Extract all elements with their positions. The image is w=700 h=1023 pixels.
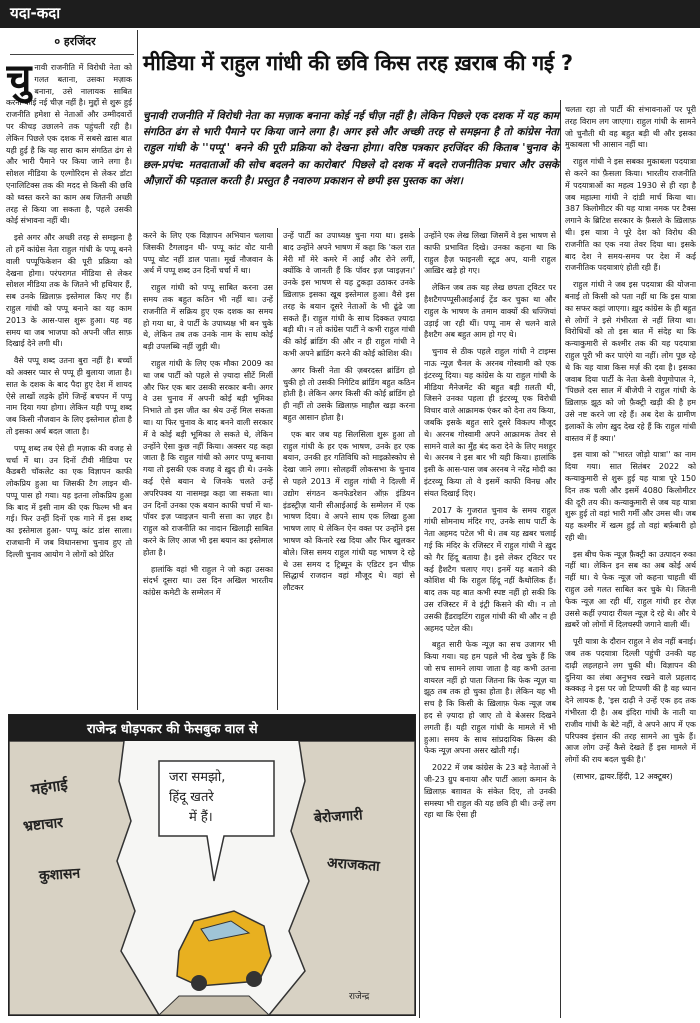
article-column-2 bbox=[143, 230, 273, 710]
column-divider bbox=[137, 30, 138, 710]
paragraph: बहुत सारी फेक न्यूज़ का सच उजागर भी किया गया। यह हम पहले भी देख चुके हैं कि जो सच सामने लाया जाता है वह कभी उतना वायरल नहीं हो पाता जितना कि फेक न्यूज़ या झूठ तब तक हो चुका होता है। लेकिन यह भी सच है कि किसी के ख़िलाफ़ फेक न्यूज़ जब हद से ज़्यादा हो जाए तो वे बेअसर दिखने लगती हैं। यही राहुल गांधी के मामले में भी हुआ। समय के साथ सांप्रदायिक किस्म की फेक न्यूज़ अपना असर खोती गईं। bbox=[424, 640, 556, 756]
masthead bbox=[0, 0, 700, 28]
paragraph: राहुल गांधी ने इस सबका मुकाबला पदयात्रा से करने का फ़ैसला किया। भारतीय राजनीति में पदयात्राओं का महत्व 1930 से ही रहा है जब महात्मा गांधी ने दांडी मार्च किया था। 387 किलोमीटर की यह यात्रा नमक पर टैक्स लगाने के ब्रिटिश सरकार के फ़ैसले के ख़िलाफ़ थी। इस यात्रा ने पूरे देश को विरोध की राजनीति का एक नया तेवर दिया था। इसके बाद देश ने समय-समय पर देश में कई राजनीतिक पदयात्राएं होती रही हैं। bbox=[565, 157, 696, 273]
paragraph: पप्पू शब्द तब ऐसे ही मज़ाक की वजह से चर्चा में था। उन दिनों टीवी मीडिया पर कैडबरी चॉकलेट का एक विज्ञापन काफी लोकप्रिय हुआ था जिसकी टैग लाइन थी- पप्पू पास हो गया। यह इतना लोकप्रिय हुआ कि बाद में इसी नाम की एक फिल्म भी बन गई। फिर उन्हीं दिनों एक गाने में इस शब्द का इस्तेमाल हुआ- पप्पू कांट डांस साला। राजधानी में जब विधानसभा चुनाव हुए तो दिल्ली चुनाव आयोग ने लोगों को प्रेरित bbox=[6, 443, 132, 559]
byline: ० हरजिंदर bbox=[54, 35, 96, 48]
paragraph: अगर किसी नेता की ज़बरदस्त ब्रांडिंग हो चुकी हो तो उसकी निगेटिव ब्रांडिंग बहुत कठिन होती है। लेकिन अगर किसी की कोई ब्रांडिंग हो ही नहीं तो उसके ख़िलाफ़ माहौल खड़ा करना बहुत आसान होता है। bbox=[283, 365, 415, 422]
source-credit: (साभार, द्वायर.हिंदी, 12 अक्टूबर) bbox=[573, 772, 673, 782]
article-column-3 bbox=[283, 230, 415, 710]
paragraph: पूरी यात्रा के दौरान राहुल ने शेव नहीं बनाई। जब तक पदयात्रा दिल्ली पहुंची उनकी यह दाढ़ी लहलहाने लग चुकी थी। विज्ञापन की दुनिया का लंबा अनुभव रखने वाले प्रहलाद कक्कड़ ने इस पर जो टिप्पणी की है वह ध्यान देने लायक है, 'इस दाढ़ी ने उन्हें एक हद तक गंभीरता दी है। अब इंदिरा गांधी के नाती या राजीव गांधी के बेटे नहीं, वे अपने आप में एक परिपक्व इंसान की तरह सामने आ चुके हैं। आज लोग उन्हें कैसे देखते हैं इस मामले में लोगों की राय बदल चुकी है।' bbox=[565, 637, 696, 765]
column-divider bbox=[560, 100, 561, 1018]
paragraph: उन्होंने एक लेख लिखा जिसमें वे इस भाषण से काफी प्रभावित दिखे। उनका कहना था कि राहुल हैज़ फाइनली स्टूड अप, यानी राहुल आख़िर खड़े हो गए। bbox=[424, 231, 556, 276]
article-column-5 bbox=[565, 104, 696, 1018]
paragraph: करने के लिए एक विज्ञापन अभियान चलाया जिसकी टैगलाइन थी- पप्पू कांट वोट यानी पप्पू वोट नहीं डाल पाता। मूर्ख नौजवान के अर्थ में पप्पू शब्द उन दिनों चर्चा में था। bbox=[143, 231, 273, 276]
cartoon-right-word-1: बेरोजगारी bbox=[313, 807, 364, 827]
column-divider bbox=[419, 228, 420, 1018]
section-title: यदा-कदा bbox=[10, 4, 61, 22]
byline-rule bbox=[10, 54, 134, 55]
paragraph: राहुल गांधी के लिए एक मौका 2009 का था जब पार्टी को पहले से ज़्यादा सीटें मिलीं और फिर एक बार उसकी सरकार बनी। अगर वे उस चुनाव में अपनी कोई बड़ी भूमिका निभाते तो इस जीत का श्रेय उन्हें मिल सकता था। या फिर चुनाव के बाद बनने वाली सरकार में वे कोई बड़ी भूमिका ले सकते थे, लेकिन उन्होंने ऐसा कुछ नहीं किया। अक्सर यह कहा जाता है कि राहुल गांधी को अगर पप्पू बनाया गया तो इसकी एक वजह वे ख़ुद ही थे। उनके कई ऐसे बयान थे जिनके चलते उन्हें अपरिपक्व या नासमझ कहा जा सकता था। उन दिनों उनका एक बयान काफी चर्चा में था- पॉवर इज़ प्वाइज़न यानी सत्ता का ज़हर है। राहुल को राजनीति का नादान खिलाड़ी साबित करने के लिए आज भी इस बयान का इस्तेमाल होता है। bbox=[143, 358, 273, 557]
paragraph: चलता रहा तो पार्टी की संभावनाओं पर पूरी तरह विराम लग जाएगा। राहुल गांधी के सामने जो चुनौती थी वह बहुत बड़ी थी और इसका मुकाबला भी आसान नहीं था। bbox=[565, 105, 696, 150]
speech-line-2: हिंदू खतरे bbox=[169, 790, 214, 805]
cartoon-left-word-1: महंगाई bbox=[29, 775, 69, 799]
right-cliff bbox=[269, 741, 415, 1015]
paragraph: इसे अगर और अच्छी तरह से समझना है तो हमें कांग्रेस नेता राहुल गांधी के पप्पू बनने वाली पप्पूफिकेशन की पूरी प्रक्रिया को देखना होगा। परंपरागत मीडिया से लेकर सोशल मीडिया तक के जितने भी हथियार हैं, सब उनके ख़िलाफ़ इस्तेमाल किए गए हैं। राहुल गांधी को पप्पू बनाने का यह काम 2013 के आस-पास शुरू हुआ। यह वह समय था जब भाजपा को अपनी जीत साफ़ दिखाई देने लगी थी। bbox=[6, 233, 132, 349]
paragraph: राहुल गांधी को पप्पू साबित करना उस समय तक बहुत कठिन भी नहीं था। उन्हें राजनीति में सक्रिय हुए एक दशक का समय हो गया था, वे पार्टी के उपाध्यक्ष भी बन चुके थे, लेकिन तब तक उनके नाम के साथ कोई बड़ी उपलब्धि नहीं जुड़ी थी। bbox=[143, 283, 273, 352]
paragraph: वैसे पप्पू शब्द उतना बुरा नहीं है। बच्चों को अक्सर प्यार से पप्पू ही बुलाया जाता है। सात के दशक के बाद पैदा हुए देश में शायद ऐसे लाखों लड़के होंगे जिन्हें बचपन में पप्पू नाम दिया गया होगा। लेकिन यही पप्पू शब्द जब किसी नौजवान के लिए इस्तेमाल होता है तो इसका अर्थ बदल जाता है। bbox=[6, 356, 132, 436]
standfirst: चुनावी राजनीति में विरोधी नेता का मज़ाक बनाना कोई नई चीज़ नहीं है। लेकिन पिछले एक दशक में यह काम संगठित ढंग से भारी पैमाने पर किया जाने लगा है। अगर इसे और अच्छी तरह से समझना है तो कांग्रेस नेता राहुल गांधी के ''पप्पू'' बनने की पूरी प्रक्रिया को देखना होगा। वरिष्ठ पत्रकार हरजिंदर की किताब 'चुनाव के छल-प्रपंच: मतदाताओं की सोच बदलने का कारोबार' पिछले दो दशक में बदले राजनीतिक प्रचार और उसके औज़ारों की पड़ताल करती है। प्रस्तुत है नवारुण प्रकाशन से छपी इस पुस्तक का अंश। bbox=[143, 110, 559, 187]
paragraph: एक बार जब यह सिलसिला शुरू हुआ तो राहुल गांधी के हर एक भाषण, उनके हर एक बयान, उनकी हर गतिविधि को माइक्रोस्कोप से देखा जाने लगा। सोलहवीं लोकसभा के चुनाव से पहले 2013 में राहुल गांधी ने दिल्ली में उद्योग संगठन कनफेडरेशन ऑफ़ इंडियन इंडस्ट्रीज़ यानी सीआईआई के सम्मेलन में एक भाषण दिया। वे अपने साथ एक लिखा हुआ भाषण लाए थे लेकिन ऐन वक्त पर उन्होंने इस भाषण को किनारे रख दिया और फिर खुलकर बोले। जिस समय राहुल गांधी यह भाषण दे रहे थे उस समय द ट्रिब्यून के एडिटर इन चीफ़ सिद्धार्थ राजदान वहां मौजूद थे। वहां से लौटकर bbox=[283, 429, 415, 593]
paragraph: चुनावी राजनीति में विरोधी नेता को गलत बताना, उसका मज़ाक बनाना, उसे नालायक साबित करना कोई नई चीज़ नहीं है। मुद्दों से शुरू हुई राजनीति हमेशा से नेताओं और उम्मीदवारों पर कीचड़ उछालने तक पहुंचती रही है। लेकिन पिछले एक दशक में सबसे ख़ास बात यही हुई है कि यह सारा काम संगठित ढंग से और भारी पैमाने पर किया जाने लगा है। सोशल मीडिया के एल्गोरिदम से लेकर डॉटा एनालिटिक्स तक की मदद से किसी की छवि को ध्वस्त करने का काम अब जितनी अच्छी तरह से किया जा सकता है, पहले उसकी कोई संभावना नहीं थी। bbox=[6, 62, 132, 226]
paragraph: लेकिन जब तक यह लेख छपता ट्विटर पर हैशटैगपप्पूसीआईआई ट्रेंड कर चुका था और राहुल के भाषण के तमाम वाक्यों की धज्जियां उड़ाई जा रही थीं। पप्पू नाम से चलने वाले हैशटैग अब बहुत आम हो गए थे। bbox=[424, 283, 556, 340]
cartoon-left-word-3: कुशासन bbox=[38, 865, 81, 885]
paragraph: 2022 में जब कांग्रेस के 23 बड़े नेताओं ने जी-23 ग्रुप बनाया और पार्टी आला कमान के ख़िलाफ़ बग़ावत के संकेत दिए, तो उनकी समस्या भी राहुल की यह छवि ही थी। उन्हें लग रहा था कि ऐसा ही bbox=[424, 763, 556, 820]
cartoon-title-bar bbox=[9, 715, 415, 741]
cartoonist-signature: राजेन्द्र bbox=[349, 992, 370, 1002]
paragraph: इस यात्रा को ''भारत जोड़ो यात्रा'' का नाम दिया गया। सात सितंबर 2022 को कन्याकुमारी से शुरू हुई यह यात्रा पूरे 150 दिन तक चली और इसमें 4080 किलोमीटर की दूरी तय की। कन्याकुमारी से जब यह यात्रा शुरू हुई तो वहां भारी गर्मी और उमस थी। जब यह कश्मीर में खत्म हुई तो वहां बर्फ़बारी हो रही थी। bbox=[565, 450, 696, 542]
cartoon bbox=[8, 714, 416, 1016]
article-column-1 bbox=[6, 62, 132, 710]
paragraph: 2017 के गुजरात चुनाव के समय राहुल गांधी सोमनाथ मंदिर गए, उनके साथ पार्टी के नेता अहमद पटेल भी थे। तब यह ख़बर चलाई गई कि मंदिर के रजिस्टर में राहुल गांधी ने ख़ुद को गैर हिंदू बताया है। इसे लेकर ट्विटर पर कई हैशटैग चलाए गए। इनमें यह बताने की कोशिश थी कि राहुल हिंदू नहीं कैथोलिक हैं। बाद तक यह बात कभी स्पष्ट नहीं हो सकी कि उस रजिस्टर में वे इंट्री किसने की थी। न तो उसकी हैंडराइटिंग राहुल गांधी की थी और न ही अहमद पटेल की। bbox=[424, 505, 556, 633]
drop-cap: चु bbox=[6, 62, 32, 102]
article-column-4 bbox=[424, 230, 556, 1018]
cartoon-title: राजेन्द्र धोड़पकर की फेसबुक वाल से bbox=[87, 722, 258, 737]
column-divider bbox=[277, 228, 278, 710]
paragraph: उन्हें पार्टी का उपाध्यक्ष चुना गया था। इसके बाद उन्होंने अपने भाषण में कहा कि 'कल रात मेरी माँ मेरे कमरे में आईं और रोने लगीं, क्योंकि वे जानती हैं कि पॉवर इज़ प्वाइज़न।' उनके इस भाषण से यह टुकड़ा उठाकर उनके ख़िलाफ़ इसका खूब इस्तेमाल हुआ। वैसे इस तरह के बयान दूसरे नेताओं के भी ढूंढे जा सकते हैं। राहुल गांधी के साथ दिक्कत ज़्यादा बड़ी थी। न तो कांग्रेस पार्टी ने कभी राहुल गांधी की कोई ब्रांडिंग की और न ही राहुल गांधी ने कभी अपने ब्रांडिंग करने की कोई कोशिश की। bbox=[283, 231, 415, 358]
chasm-floor bbox=[159, 996, 269, 1015]
paragraph: राहुल गांधी ने जब इस पदयात्रा की योजना बनाई तो किसी को पता नहीं था कि इस यात्रा का सफर कहां जाएगा। ख़ुद कांग्रेस के ही बहुत से लोगों ने इसे गंभीरता से नहीं लिया था। विरोधियों को तो इस बात में संदेह था कि कन्याकुमारी से कश्मीर तक की यह पदयात्रा राहुल पूरी भी कर पाएंगे या नहीं। लोग पूछ रहे थे कि यह यात्रा किस मर्ज़ की दवा है। इसका जवाब दिया पार्टी के नेता केसी वेणुगोपाल ने, 'पिछले दस साल में बीजेपी ने राहुल गांधी के ख़िलाफ़ झूठ को जो फ़ैक्ट्री खड़ी की है हम उसे नष्ट करने जा रहे हैं। अब देश के ग्रामीण इलाकों के लोग ख़ुद देख रहे हैं कि राहुल गांधी वास्तव में हैं क्या।' bbox=[565, 280, 696, 443]
headline: मीडिया में राहुल गांधी की छवि किस तरह ख़राब की गई ? bbox=[143, 51, 573, 75]
cartoon-right-word-2: अराजकता bbox=[326, 855, 381, 875]
paragraph: हालांकि वहां भी राहुल ने जो कहा उसका संदर्भ दूसरा था। उस दिन अखिल भारतीय कांग्रेस कमेटी के सम्मेलन में bbox=[143, 564, 273, 598]
speech-line-3: में हैं। bbox=[189, 810, 213, 825]
car-icon bbox=[177, 911, 271, 991]
paragraph: चुनाव से ठीक पहले राहुल गांधी ने टाइम्स नाऊ न्यूज़ चैनल के अरनब गोस्वामी को एक इंटरव्यू दिया। यह कांग्रेस के या राहुल गांधी के मीडिया मैनेजमेंट की बहुत बड़ी ग़लती थी, जिसने उनका पहला ही इंटरव्यू एक विरोधी विचार वाले आक्रामक एंकर को देना तय किया, जबकि इसके बहुत सारे दूसरे विकल्प मौजूद थे। अरनब गोस्वामी अपने आक्रामक तेवर से सामने वाले का मुँह बंद करा देने के लिए मशहूर थे। अरनब ने इस बार भी यही किया। हालांकि इसी के आस-पास जब अरनब ने नरेंद्र मोदी का इंटरव्यू किया तो वे इसमें काफी विनम्र और संयत दिखाई दिए। bbox=[424, 347, 556, 498]
cartoon-left-word-2: भ्रष्टाचार bbox=[22, 814, 64, 836]
paragraph: इस बीच फेक न्यूज़ फ़ैक्ट्री का उत्पादन रुका नहीं था। लेकिन इन सब का अब कोई अर्थ नहीं था। ये फेक न्यूज़ जो कहना चाहती थीं राहुल उसे गलत साबित कर चुके थे। जितनी फेक न्यूज़ आ रही थीं, राहुल गांधी हर रोज़ उससे कहीं ज़्यादा रीयल न्यूज़ दे रहे थे। और ये ख़बरें जो लोगों में दिलचस्पी जगाने वाली थीं। bbox=[565, 549, 696, 630]
speech-line-1: जरा समझो, bbox=[169, 770, 226, 785]
